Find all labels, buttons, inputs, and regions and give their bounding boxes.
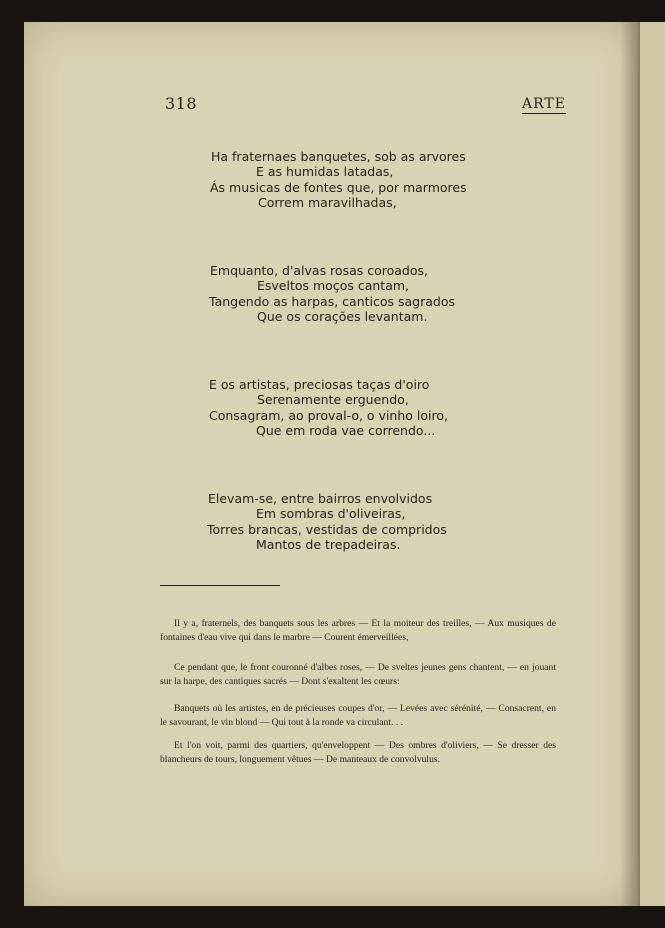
verse-line: Tangendo as harpas, canticos sagrados [209,294,456,309]
verse-line: Que os corações levantam. [257,309,428,324]
verse-line: Torres brancas, vestidas de compridos [207,522,447,537]
verse-line: Em sombras d'oliveiras, [256,506,406,521]
footnote-rule [160,585,280,586]
verse-line: Elevam-se, entre bairros envolvidos [208,491,433,506]
running-head: ARTE [522,96,566,112]
translation-paragraph: Ce pendant que, le front couronné d'albes roses, — De sveltes jeunes gens chantent, — en jouant sur la harpe, des cantiques sacrés — Dont s'exaltent les cœurs: [160,662,556,687]
verse-line: E os artistas, preciosas taças d'oiro [209,377,430,392]
verse-line: Esveltos moços cantam, [257,278,410,293]
translation-paragraph: Banquets où les artistes, en de précieuses coupes d'or, — Levées avec sérénité, — Consacrent, en le savourant, le vin blond — Qui tout à la ronde va circulant. . . [160,703,556,728]
verse-line: E as humidas latadas, [256,164,394,179]
facing-page-edge [638,22,665,906]
verse-line: Que em roda vae correndo... [256,423,436,438]
verse-line: Ás musicas de fontes que, por marmores [210,180,467,195]
verse-line: Emquanto, d'alvas rosas coroados, [210,263,428,278]
translation-paragraph: Et l'on voit, parmi des quartiers, qu'enveloppent — Des ombres d'oliviers, — Se dresser des blancheurs de tours, longuement vêtues — De manteaux de convolvulus. [160,740,556,765]
verse-line: Mantos de trepadeiras. [256,537,401,552]
verse-line: Correm maravilhadas, [258,195,397,210]
page-number: 318 [165,94,198,113]
verse-line: Ha fraternaes banquetes, sob as arvores [211,149,466,164]
verse-line: Serenamente erguendo, [257,392,409,407]
translation-paragraph: Il y a, fraternels, des banquets sous les arbres — Et la moiteur des treilles, — Aux musiques de fontaines d'eau vive qui dans le marbre — Courent émerveillées, [160,618,556,643]
gutter-shadow [620,22,638,906]
verse-line: Consagram, ao proval-o, o vinho loiro, [209,408,448,423]
